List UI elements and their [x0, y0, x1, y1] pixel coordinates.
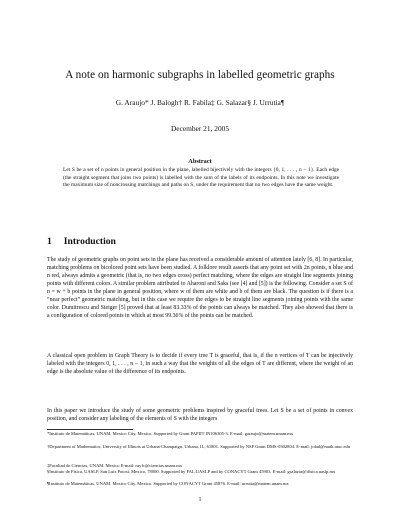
- abstract-heading: Abstract: [188, 158, 212, 165]
- page-number: 1: [198, 497, 202, 503]
- footnote-salazar: §Instituto de Física, UASLP. San Luis Potosí, Mexico, 78000. Supported by FAI–UASLP and by CONACYT Grant 45903. E-mail: gsalazar@ifisica.uaslp.mx: [47, 469, 336, 474]
- paper-date: December 21, 2005: [170, 124, 230, 133]
- footnote-urrutia: ¶Instituto de Matemáticas, UNAM. Mexico City, Mexico. Supported by CONACYT Grant 45876. E-mail: urrutia@matem.unam.mx: [47, 481, 289, 486]
- paper-title: A note on harmonic subgraphs in labelled geometric graphs: [65, 69, 335, 81]
- abstract-text: Let S be a set of n points in general position in the plane, labelled bijectively with the integers {0, 1, . . . , n − 1}. Each edge (the straight segment that joins two points) is labelled with the sum of the labels of its endpoints. In this note we investigate the maximum size of noncrossing matchings and paths on S, under the requirement that no two edges have the same weight.: [63, 167, 339, 189]
- footnote-fabila: ‡Facultad de Ciencias, UNAM. Mexico E-mail: ruyfc@ciencias.unam.mx: [47, 463, 182, 468]
- author-list: G. Araujo* J. Balogh† R. Fabila‡ G. Salazar§ J. Urrutia¶: [115, 98, 285, 107]
- intro-paragraph-2: A classical open problem in Graph Theory is to decide if every tree T is graceful, that is, if the n vertices of T can be injectively labeled with the integers 0, 1, . . . , n − 1, in such a way that the weights of all the edges of T are different, where the weight of an edge is the absolute value of the difference of its endpoints.: [47, 353, 353, 376]
- footnote-araujo: *Instituto de Matemáticas, UNAM. Mexico City, Mexico. Supported by Grant PAPIIT IN106305-3. E-mail: garaujo@matem.unam.mx: [47, 431, 294, 436]
- section-number: 1: [47, 236, 52, 247]
- intro-paragraph-3: In this paper we introduce the study of some geometric problems inspired by graceful trees. Let S be a set of points in convex position, and consider any labeling of the elements of S with the integers: [47, 408, 353, 423]
- footnote-balogh: †Department of Mathematics, University of Illinois at Urbana-Champaign. Urbana, IL, 61801. Supported by NSF Grant DMS-0302804. E-mail: jobal@math.uiuc.edu: [47, 444, 351, 449]
- section-title: Introduction: [63, 236, 116, 247]
- intro-paragraph-1: The study of geometric graphs on point sets in the plane has received a considerable amount of attention lately [6, 8]. In particular, matching problems on bicolored point sets have been studied. A folklore result asserts that any point set with 2n points, n blue and n red, always admits a geometric (that is, no two edges cross) perfect matching, where the edges are straight line segments joining points with different colors. A similar problem attributed to Aharoni and Saks (see [4] and [5]) is the following. Consider a set S of n = w + b points in the plane in general position, where w of them are white and b of them are black. The question is if there is a “near perfect” geometric matching, but in this case we require the edges to be straight line segments joining points with the same color. Dumitrescu and Steiger [5] proved that at least 83.33% of the points can always be matched. They also showed that there is a configuration of colored points in which at most 99.36% of the points can be matched.: [47, 257, 353, 320]
- section-heading: [47, 236, 116, 247]
- footnote-rule: [47, 429, 133, 430]
